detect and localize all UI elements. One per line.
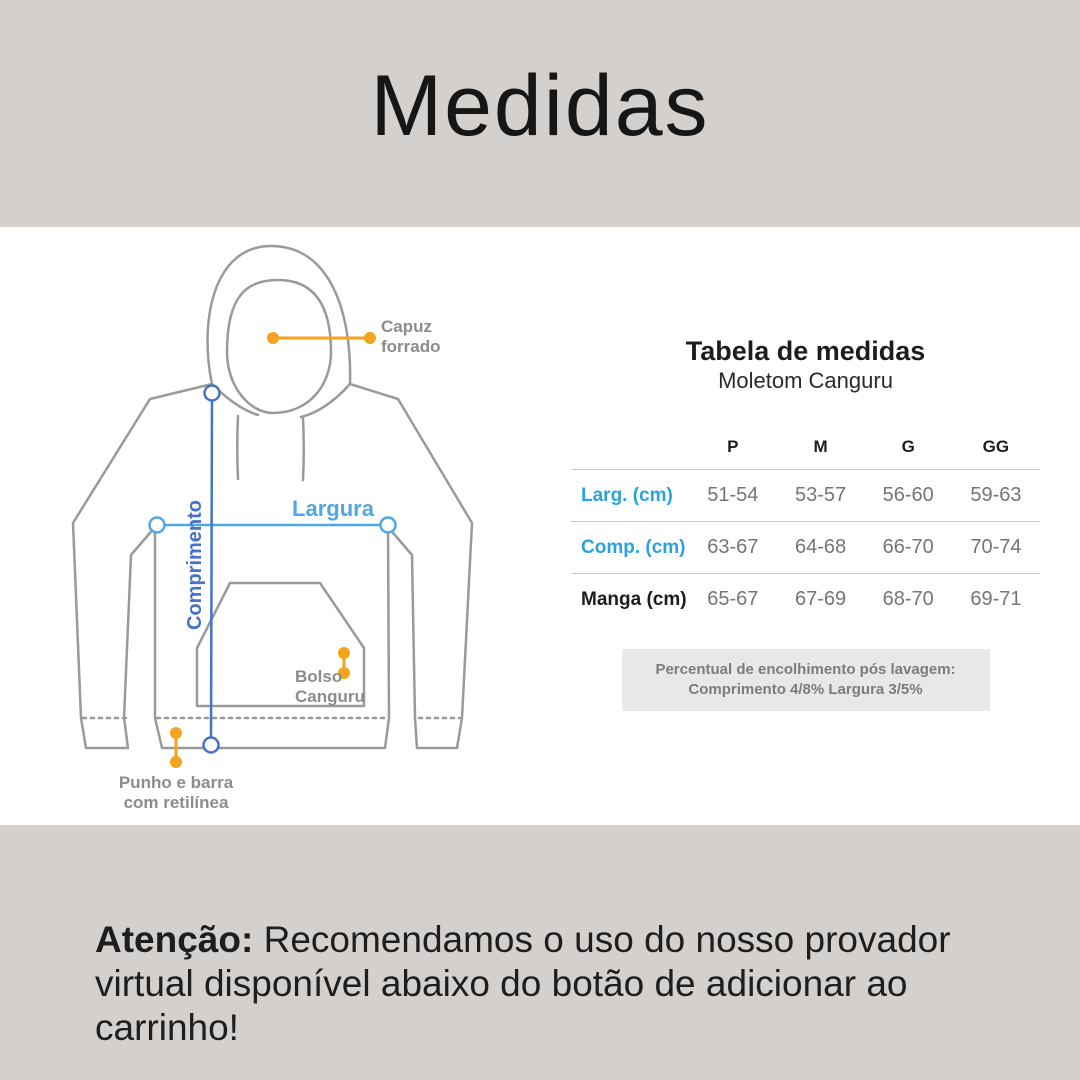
hoodie-diagram — [0, 227, 540, 825]
size-table-subtitle: Moletom Canguru — [718, 368, 893, 393]
content-section — [0, 227, 1080, 825]
size-col-empty — [571, 425, 689, 469]
row-manga-label: Manga (cm) — [571, 573, 689, 625]
hoodie-body-outline — [73, 384, 472, 748]
hood-face-opening — [227, 280, 331, 413]
size-table-title: Tabela de medidas — [685, 336, 926, 366]
manga-g: 68-70 — [864, 573, 952, 625]
capuz-forrado-label: Capuz forrado — [381, 317, 441, 356]
shrinkage-note-line2: Comprimento 4/8% Largura 3/5% — [688, 681, 923, 698]
manga-p: 65-67 — [689, 573, 777, 625]
comprimento-p: 63-67 — [689, 521, 777, 573]
size-table — [571, 425, 1040, 625]
size-table-block — [571, 337, 1040, 711]
manga-m: 67-69 — [777, 573, 865, 625]
bolso-canguru-label: Bolso Canguru — [295, 667, 365, 706]
shrinkage-note-line1: Percentual de encolhimento pós lavagem: — [655, 661, 956, 678]
size-col-g: G — [901, 437, 915, 456]
punho-barra-label: Punho e barra com retilínea — [118, 773, 234, 812]
attention-text: Atenção: Recomendamos o uso do nosso provador virtual disponível abaixo do botão de adicionar ao carrinho! — [95, 919, 951, 1048]
drawstring-left — [237, 416, 238, 479]
footer-band — [0, 825, 1080, 1080]
row-largura-label: Larg. (cm) — [571, 469, 689, 521]
largura-label: Largura — [292, 496, 374, 521]
page-title: Medidas — [370, 58, 710, 154]
capuz-marker — [267, 332, 376, 344]
shrinkage-note — [622, 649, 990, 711]
row-comprimento-label: Comp. (cm) — [571, 521, 689, 573]
largura-gg: 59-63 — [952, 469, 1040, 521]
largura-p: 51-54 — [689, 469, 777, 521]
size-col-p: P — [727, 437, 739, 456]
comprimento-m: 64-68 — [777, 521, 865, 573]
largura-g: 56-60 — [864, 469, 952, 521]
comprimento-label: Comprimento — [184, 500, 206, 630]
size-col-gg: GG — [982, 437, 1010, 456]
comprimento-g: 66-70 — [864, 521, 952, 573]
attention-label: Atenção: — [95, 919, 254, 960]
drawstring-right — [303, 418, 304, 480]
comprimento-gg: 70-74 — [952, 521, 1040, 573]
header-band — [0, 0, 1080, 227]
largura-m: 53-57 — [777, 469, 865, 521]
size-col-m: M — [813, 437, 828, 456]
manga-gg: 69-71 — [952, 573, 1040, 625]
